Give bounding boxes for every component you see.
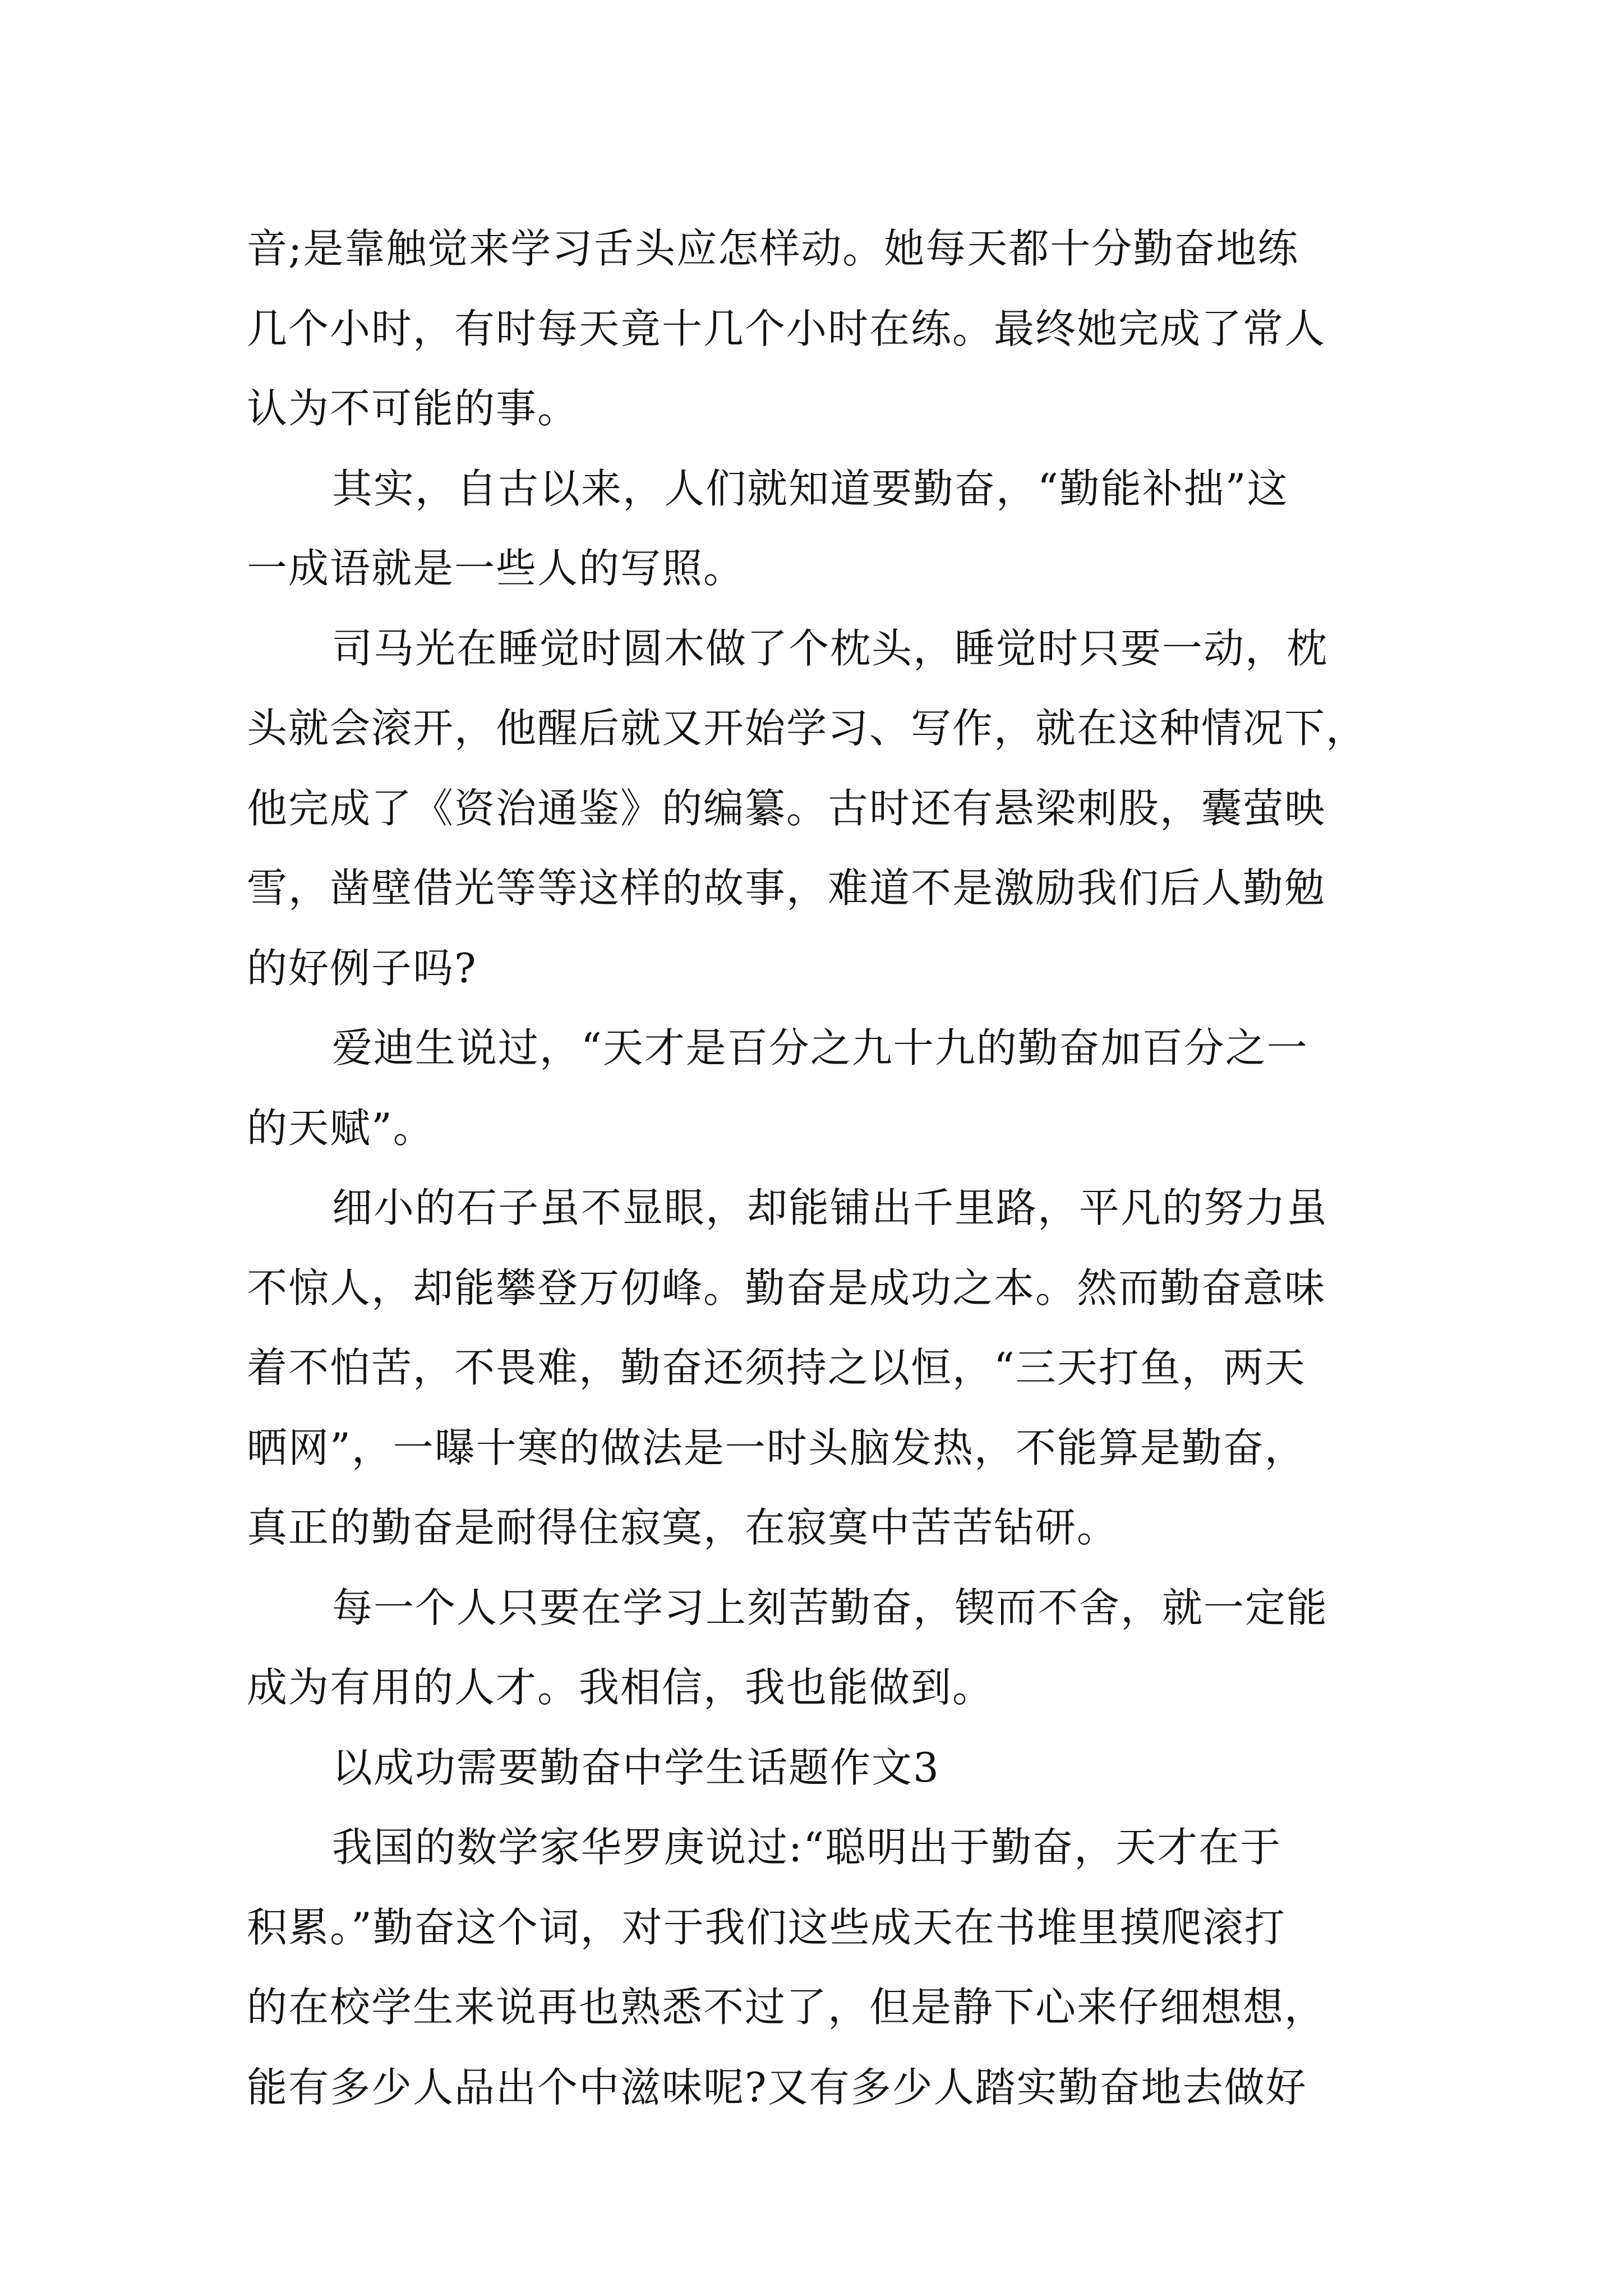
text-line: 的好例子吗?: [247, 944, 477, 992]
text-line: 一成语就是一些人的写照。: [247, 545, 745, 592]
paragraph-first-line: 其实，自古以来，人们就知道要勤奋，“勤能补拙”这: [332, 464, 1289, 512]
text-line: 真正的勤奋是耐得住寂寞，在寂寞中苦苦钻研。: [247, 1504, 1119, 1551]
text-line: 音;是靠触觉来学习舌头应怎样动。她每天都十分勤奋地练: [247, 225, 1299, 272]
text-line: 着不怕苦，不畏难，勤奋还须持之以恒，“三天打鱼，两天: [247, 1344, 1306, 1391]
text-line: 晒网”，一曝十寒的做法是一时头脑发热，不能算是勤奋，: [247, 1424, 1306, 1471]
text-line: 几个小时，有时每天竟十几个小时在练。最终她完成了常人: [247, 305, 1326, 352]
paragraph-first-line: 爱迪生说过，“天才是百分之九十九的勤奋加百分之一: [332, 1024, 1308, 1071]
text-line: 的天赋”。: [247, 1104, 435, 1152]
paragraph-first-line: 细小的石子虽不显眼，却能铺出千里路，平凡的努力虽: [332, 1184, 1329, 1231]
text-line: 积累。”勤奋这个词，对于我们这些成天在书堆里摸爬滚打: [247, 1903, 1286, 1951]
paragraph-first-line: 我国的数学家华罗庚说过:“聪明出于勤奋，天才在于: [332, 1824, 1282, 1871]
text-line: 成为有用的人才。我相信，我也能做到。: [247, 1664, 994, 1711]
text-line: 不惊人，却能攀登万仞峰。勤奋是成功之本。然而勤奋意味: [247, 1264, 1326, 1312]
text-line: 能有多少人品出个中滋味呢?又有多少人踏实勤奋地去做好: [247, 2063, 1307, 2111]
text-line: 认为不可能的事。: [247, 385, 579, 432]
body-text: [247, 209, 1385, 2127]
text-line: 他完成了《资治通鉴》的编纂。古时还有悬梁刺股，囊萤映: [247, 784, 1326, 832]
section-heading: 以成功需要勤奋中学生话题作文3: [332, 1743, 940, 1791]
paragraph-first-line: 司马光在睡觉时圆木做了个枕头，睡觉时只要一动，枕: [332, 624, 1329, 672]
text-line: 头就会滚开，他醒后就又开始学习、写作，就在这种情况下，: [247, 705, 1368, 752]
text-line: 雪，凿壁借光等等这样的故事，难道不是激励我们后人勤勉: [247, 864, 1326, 912]
text-line: 的在校学生来说再也熟悉不过了，但是静下心来仔细想想，: [247, 1984, 1326, 2031]
paragraph-first-line: 每一个人只要在学习上刻苦勤奋，锲而不舍，就一定能: [332, 1584, 1329, 1631]
